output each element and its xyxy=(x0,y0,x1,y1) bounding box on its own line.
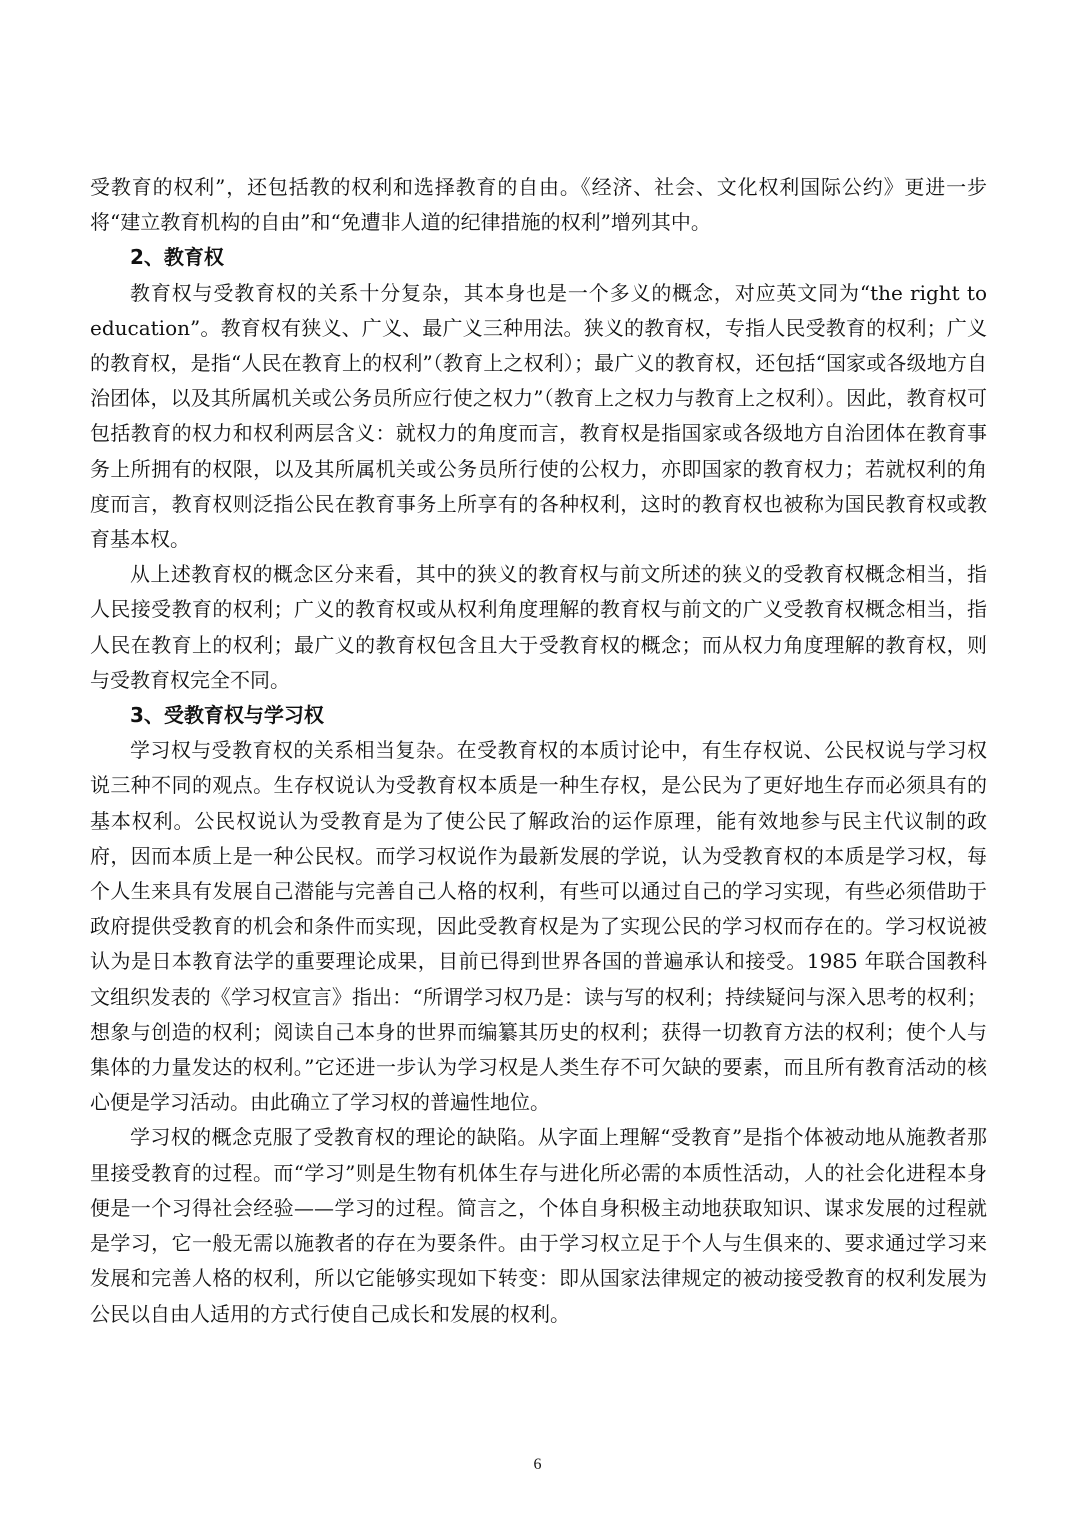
paragraph: 教育权与受教育权的关系十分复杂，其本身也是一个多义的概念，对应英文同为“the right to education”。教育权有狭义、广义、最广义三种用法。狭义的教育权，专指人民受教育的权利；广义的教育权，是指“人民在教育上的权利”（教育上之权利）；最广义的教育权，还包括“国家或各级地方自治团体，以及其所属机关或公务员所应行使之权力”（教育上之权力与教育上之权利）。因此，教育权可包括教育的权力和权利两层含义：就权力的角度而言，教育权是指国家或各级地方自治团体在教育事务上所拥有的权限，以及其所属机关或公务员所行使的公权力，亦即国家的教育权力；若就权利的角度而言，教育权则泛指公民在教育事务上所享有的各种权利，这时的教育权也被称为国民教育权或教育基本权。 xyxy=(90,280,987,552)
document-page xyxy=(90,170,987,1332)
paragraph: 从上述教育权的概念区分来看，其中的狭义的教育权与前文所述的狭义的受教育权概念相当，指人民接受教育的权利；广义的教育权或从权利角度理解的教育权与前文的广义受教育权概念相当，指人民在教育上的权利；最广义的教育权包含且大于受教育权的概念；而从权力角度理解的教育权，则与受教育权完全不同。 xyxy=(90,562,987,692)
continuation-paragraph: 受教育的权利”，还包括教的权利和选择教育的自由。《经济、社会、文化权利国际公约》更进一步将“建立教育机构的自由”和“免遭非人道的纪律措施的权利”增列其中。 xyxy=(90,175,987,235)
paragraph: 学习权与受教育权的关系相当复杂。在受教育权的本质讨论中，有生存权说、公民权说与学习权说三种不同的观点。生存权说认为受教育权本质是一种生存权，是公民为了更好地生存而必须具有的基本权利。公民权说认为受教育是为了使公民了解政治的运作原理，能有效地参与民主代议制的政府，因而本质上是一种公民权。而学习权说作为最新发展的学说，认为受教育权的本质是学习权，每个人生来具有发展自己潜能与完善自己人格的权利，有些可以通过自己的学习实现，有些必须借助于政府提供受教育的机会和条件而实现，因此受教育权是为了实现公民的学习权而存在的。学习权说被认为是日本教育法学的重要理论成果，目前已得到世界各国的普遍承认和接受。1985 年联合国教科文组织发表的《学习权宣言》指出：“所谓学习权乃是：读与写的权利；持续疑问与深入思考的权利；想象与创造的权利；阅读自己本身的世界而编纂其历史的权利；获得一切教育方法的权利；使个人与集体的力量发达的权利。”它还进一步认为学习权是人类生存不可欠缺的要素，而且所有教育活动的核心便是学习活动。由此确立了学习权的普遍性地位。 xyxy=(90,738,987,1115)
page-number: 6 xyxy=(533,1456,542,1473)
paragraph: 学习权的概念克服了受教育权的理论的缺陷。从字面上理解“受教育”是指个体被动地从施教者那里接受教育的过程。而“学习”则是生物有机体生存与进化所必需的本质性活动，人的社会化进程本身便是一个习得社会经验——学习的过程。简言之，个体自身积极主动地获取知识、谋求发展的过程就是学习，它一般无需以施教者的存在为要条件。由于学习权立足于个人与生俱来的、要求通过学习来发展和完善人格的权利，所以它能够实现如下转变：即从国家法律规定的被动接受教育的权利发展为公民以自由人适用的方式行使自己成长和发展的权利。 xyxy=(90,1125,987,1326)
section-heading-education-right: 2、教育权 xyxy=(130,245,224,270)
section-heading-learning-right: 3、受教育权与学习权 xyxy=(130,703,324,728)
